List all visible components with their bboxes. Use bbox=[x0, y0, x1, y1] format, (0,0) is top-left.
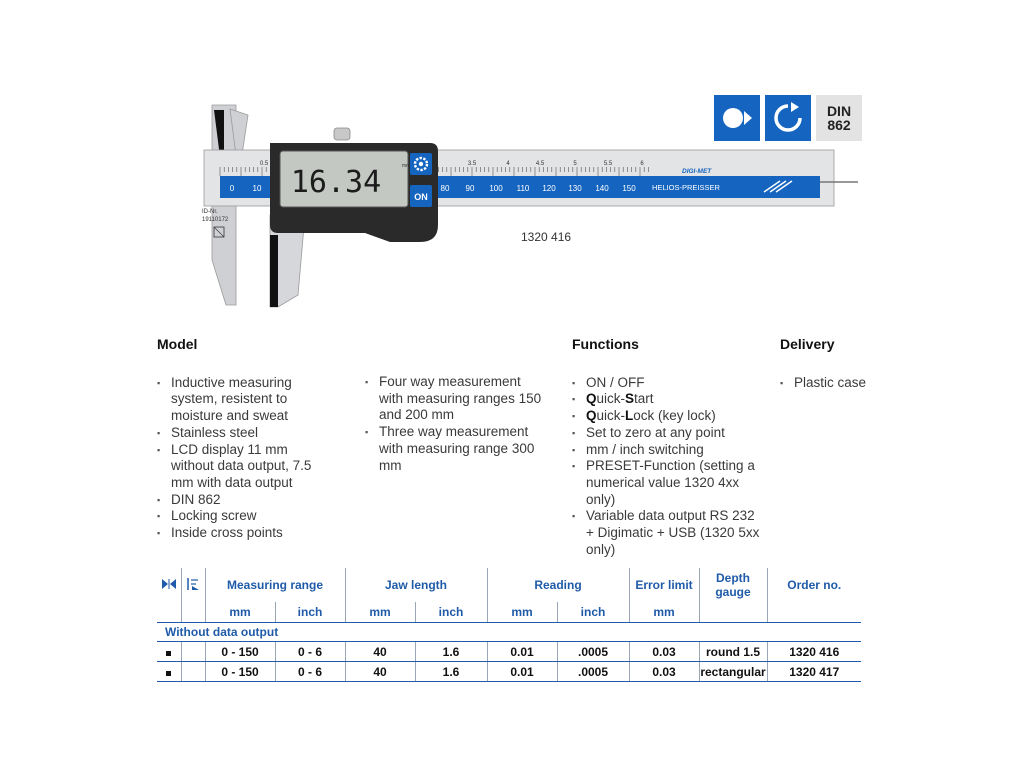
list-item: ▪ Plastic case bbox=[780, 375, 900, 392]
cell: .0005 bbox=[557, 662, 629, 682]
din-862-badge bbox=[816, 95, 862, 141]
list-item: ▪ Three way measurement with measuring range 300 mm bbox=[365, 424, 545, 474]
scale-number: 90 bbox=[465, 184, 475, 193]
inch-scale-number: 4.5 bbox=[535, 161, 545, 167]
inch-scale-number: 0.5 bbox=[259, 161, 269, 167]
table-row bbox=[157, 642, 861, 662]
scale-number: 140 bbox=[595, 184, 609, 193]
inch-scale-number: 4 bbox=[506, 161, 510, 167]
cell: 1320 416 bbox=[767, 642, 861, 662]
cell: 0 - 6 bbox=[275, 662, 345, 682]
list-item: ▪ Four way measurement with measuring ranges 150 and 200 mm bbox=[365, 374, 545, 424]
cell: 40 bbox=[345, 642, 415, 662]
cell: 0 - 150 bbox=[205, 662, 275, 682]
scale-number: 0 bbox=[229, 184, 235, 193]
list-item: ▪ mm / inch switching bbox=[572, 442, 762, 459]
list-item: ▪ LCD display 11 mm without data output, 7.5 mm with data output bbox=[157, 442, 332, 492]
scale-number: 80 bbox=[440, 184, 450, 193]
cell: 1.6 bbox=[415, 662, 487, 682]
row-marker bbox=[157, 662, 181, 682]
badge-line-1: DIN bbox=[826, 103, 852, 119]
list-item: ▪ DIN 862 bbox=[157, 492, 332, 509]
svg-text:ON: ON bbox=[414, 192, 428, 202]
cell: 1.6 bbox=[415, 642, 487, 662]
model-label: DIGI-MET bbox=[682, 168, 712, 175]
scale-number: 120 bbox=[542, 184, 556, 193]
list-item: ▪ Quick-Start bbox=[572, 391, 762, 408]
feature-badges bbox=[714, 95, 862, 141]
order-no-header: Order no. bbox=[767, 568, 861, 602]
brand-label: HELIOS-PREISSER bbox=[652, 183, 720, 192]
inch-scale-number: 5 bbox=[573, 161, 577, 167]
scale-number: 130 bbox=[568, 184, 582, 193]
svg-text:ID-Nr.: ID-Nr. bbox=[202, 209, 218, 215]
unit-inch: inch bbox=[557, 602, 629, 623]
svg-text:mm: mm bbox=[402, 163, 411, 169]
cell: 0.03 bbox=[629, 642, 699, 662]
model-section bbox=[157, 336, 332, 542]
table-header-row bbox=[157, 568, 861, 602]
list-item: ▪ Set to zero at any point bbox=[572, 425, 762, 442]
badge-line-2: 862 bbox=[827, 117, 851, 133]
scale-number: 110 bbox=[516, 184, 530, 193]
forward-circle-icon bbox=[714, 95, 760, 141]
delivery-heading: Delivery bbox=[780, 336, 835, 352]
model-list-2 bbox=[365, 374, 545, 474]
spec-table bbox=[157, 568, 861, 682]
model-heading: Model bbox=[157, 336, 198, 352]
depth-gauge-icon bbox=[181, 568, 205, 602]
functions-heading: Functions bbox=[572, 336, 639, 352]
row-marker bbox=[157, 642, 181, 662]
caliper-jaw-icon bbox=[157, 568, 181, 602]
cell: round 1.5 bbox=[699, 642, 767, 662]
section-label: Without data output bbox=[165, 625, 279, 639]
measuring-range-header: Measuring range bbox=[205, 568, 345, 602]
table-section-row bbox=[157, 623, 861, 642]
inch-scale-number: 3.5 bbox=[467, 161, 477, 167]
unit-mm: mm bbox=[487, 602, 557, 623]
cell: 0 - 6 bbox=[275, 642, 345, 662]
unit-mm: mm bbox=[345, 602, 415, 623]
cell: 0.01 bbox=[487, 642, 557, 662]
list-item: ▪ Locking screw bbox=[157, 508, 332, 525]
unit-inch: inch bbox=[415, 602, 487, 623]
list-item: ▪ Variable data output RS 232 + Digimatic + USB (1320 5xx only) bbox=[572, 508, 762, 558]
svg-text:19110172: 19110172 bbox=[202, 217, 229, 223]
list-item: ▪ Inside cross points bbox=[157, 525, 332, 542]
inch-scale-number: 5.5 bbox=[603, 161, 613, 167]
locking-screw bbox=[334, 128, 350, 140]
depth-gauge-header: Depth gauge bbox=[699, 568, 767, 602]
scale-number: 10 bbox=[252, 184, 262, 193]
inch-scale-number: 6 bbox=[640, 161, 644, 167]
table-row bbox=[157, 662, 861, 682]
cell: 0.03 bbox=[629, 662, 699, 682]
cell: 40 bbox=[345, 662, 415, 682]
cell: rectangular bbox=[699, 662, 767, 682]
cell: 1320 417 bbox=[767, 662, 861, 682]
unit-mm: mm bbox=[629, 602, 699, 623]
functions-list bbox=[572, 375, 762, 559]
error-limit-header: Error limit bbox=[629, 568, 699, 602]
functions-section bbox=[572, 336, 762, 558]
delivery-list bbox=[780, 375, 900, 392]
list-item: ▪ Stainless steel bbox=[157, 425, 332, 442]
product-order-label: 1320 416 bbox=[521, 230, 572, 244]
list-item: ▪ Inductive measuring system, resistent to moisture and sweat bbox=[157, 375, 332, 425]
model-list bbox=[157, 375, 332, 542]
svg-text:16.34: 16.34 bbox=[290, 165, 382, 200]
refresh-icon bbox=[765, 95, 811, 141]
scale-number: 100 bbox=[489, 184, 503, 193]
reading-header: Reading bbox=[487, 568, 629, 602]
scale-number: 150 bbox=[622, 184, 636, 193]
list-item: ▪ Quick-Lock (key lock) bbox=[572, 408, 762, 425]
table-units-row bbox=[157, 602, 861, 623]
list-item: ▪ ON / OFF bbox=[572, 375, 762, 392]
jaw-length-header: Jaw length bbox=[345, 568, 487, 602]
list-item: ▪ PRESET-Function (setting a numerical value 1320 4xx only) bbox=[572, 458, 762, 508]
unit-mm: mm bbox=[205, 602, 275, 623]
delivery-section bbox=[780, 336, 900, 391]
cell: 0 - 150 bbox=[205, 642, 275, 662]
unit-inch: inch bbox=[275, 602, 345, 623]
model-section-continued bbox=[365, 374, 545, 474]
cell: 0.01 bbox=[487, 662, 557, 682]
cell: .0005 bbox=[557, 642, 629, 662]
